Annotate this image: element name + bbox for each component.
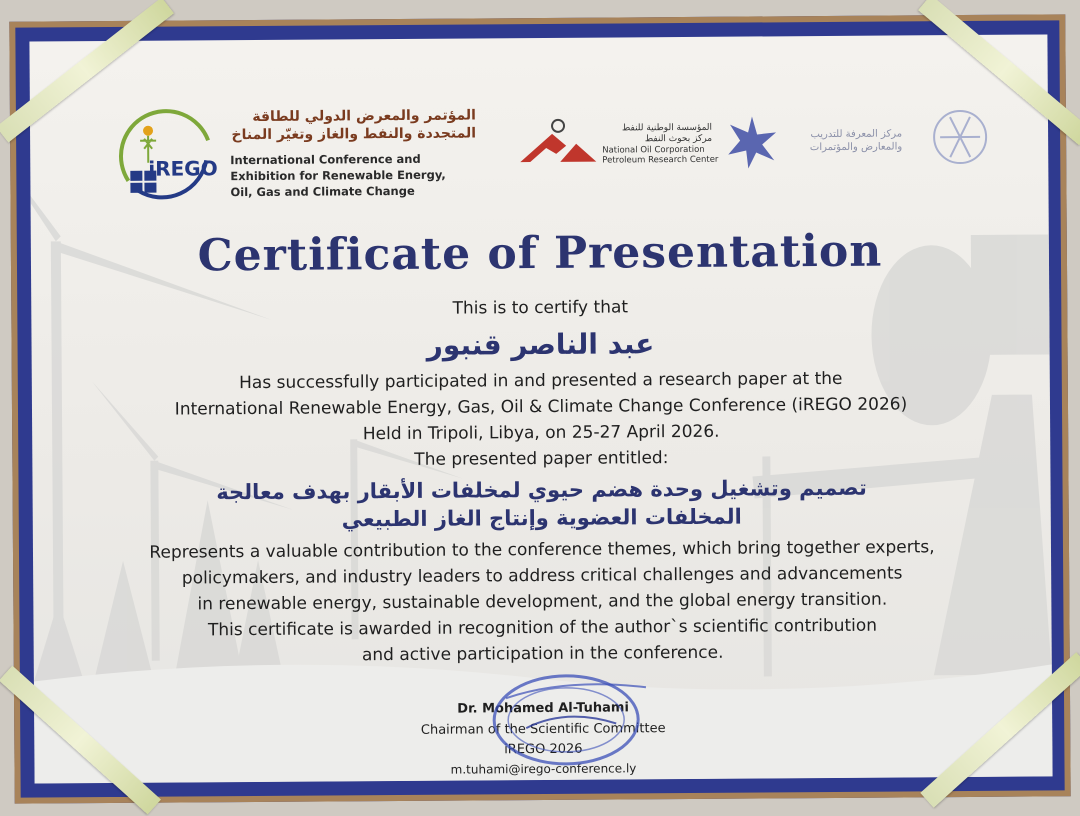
engineering-college-logo-icon — [920, 97, 1001, 178]
recipient-name: عبد الناصر قنبور — [426, 327, 655, 362]
signatory-email: m.tuhami@irego-conference.ly — [450, 761, 637, 777]
paper-intro: The presented paper entitled: — [414, 448, 669, 470]
noc-logo-icon — [516, 114, 600, 173]
irego-logo-text: iREGO — [148, 156, 218, 181]
center-ar-line: والمعارض والمؤتمرات — [809, 141, 903, 154]
recognition-line: This certificate is awarded in recognition of the author`s scientific contribution — [207, 615, 878, 641]
certify-line: This is to certify that — [452, 297, 629, 319]
recognition-line: Represents a valuable contribution to the conference themes, which bring together experts, — [149, 537, 935, 563]
noc-en-line: National Oil Corporation — [602, 144, 705, 156]
noc-en-line: Petroleum Research Center — [602, 154, 719, 166]
noc-ar-line: المؤسسة الوطنية للنفط — [621, 122, 713, 134]
knowledge-center-logo-icon — [724, 114, 780, 170]
recognition-line: policymakers, and industry leaders to address critical challenges and advancements — [181, 563, 903, 589]
certificate-paper — [29, 34, 1052, 783]
signatory-name: Dr. Mohamed Al-Tuhami — [457, 700, 629, 717]
conference-ar-line: المتجددة والنفط والغاز وتغيّر المناخ — [231, 125, 477, 144]
wind-turbine-blade — [29, 141, 60, 241]
noc-name-arabic — [602, 123, 712, 146]
signatory-role: Chairman of the Scientific Committee — [420, 721, 666, 738]
conference-ar-line: المؤتمر والمعرض الدولي للطاقة — [252, 107, 477, 126]
official-stamp-icon — [486, 667, 657, 768]
participation-line: International Renewable Energy, Gas, Oil & Climate Change Conference (iREGO 2026) — [174, 394, 908, 420]
conference-en-line: Exhibition for Renewable Energy, — [230, 167, 446, 184]
conference-name-english — [230, 150, 480, 200]
paper-title-line: المخلفات العضوية وإنتاج الغاز الطبيعي — [341, 504, 742, 532]
signatory-event: iREGO 2026 — [504, 741, 583, 758]
conference-en-line: International Conference and — [230, 151, 421, 168]
certificate-frame — [9, 14, 1070, 803]
recognition-line: and active participation in the conference. — [361, 642, 724, 666]
certificate-title: Certificate of Presentation — [197, 225, 883, 282]
paper-title-line: تصميم وتشغيل وحدة هضم حيوي لمخلفات الأبقار بهدف معالجة — [216, 475, 867, 505]
conference-name-arabic — [230, 106, 476, 144]
center-ar-line: مركز المعرفة للتدريب — [810, 128, 903, 141]
participation-line: Has successfully participated in and presented a research paper at the — [239, 368, 843, 394]
noc-name-english — [602, 145, 722, 166]
conference-en-line: Oil, Gas and Climate Change — [230, 183, 415, 200]
noc-ar-line: مركز بحوث النفط — [644, 133, 713, 145]
knowledge-center-name-arabic — [782, 127, 902, 154]
participation-line: Held in Tripoli, Libya, on 25-27 April 2026. — [362, 421, 720, 445]
recognition-line: in renewable energy, sustainable development, and the global energy transition. — [197, 589, 888, 615]
